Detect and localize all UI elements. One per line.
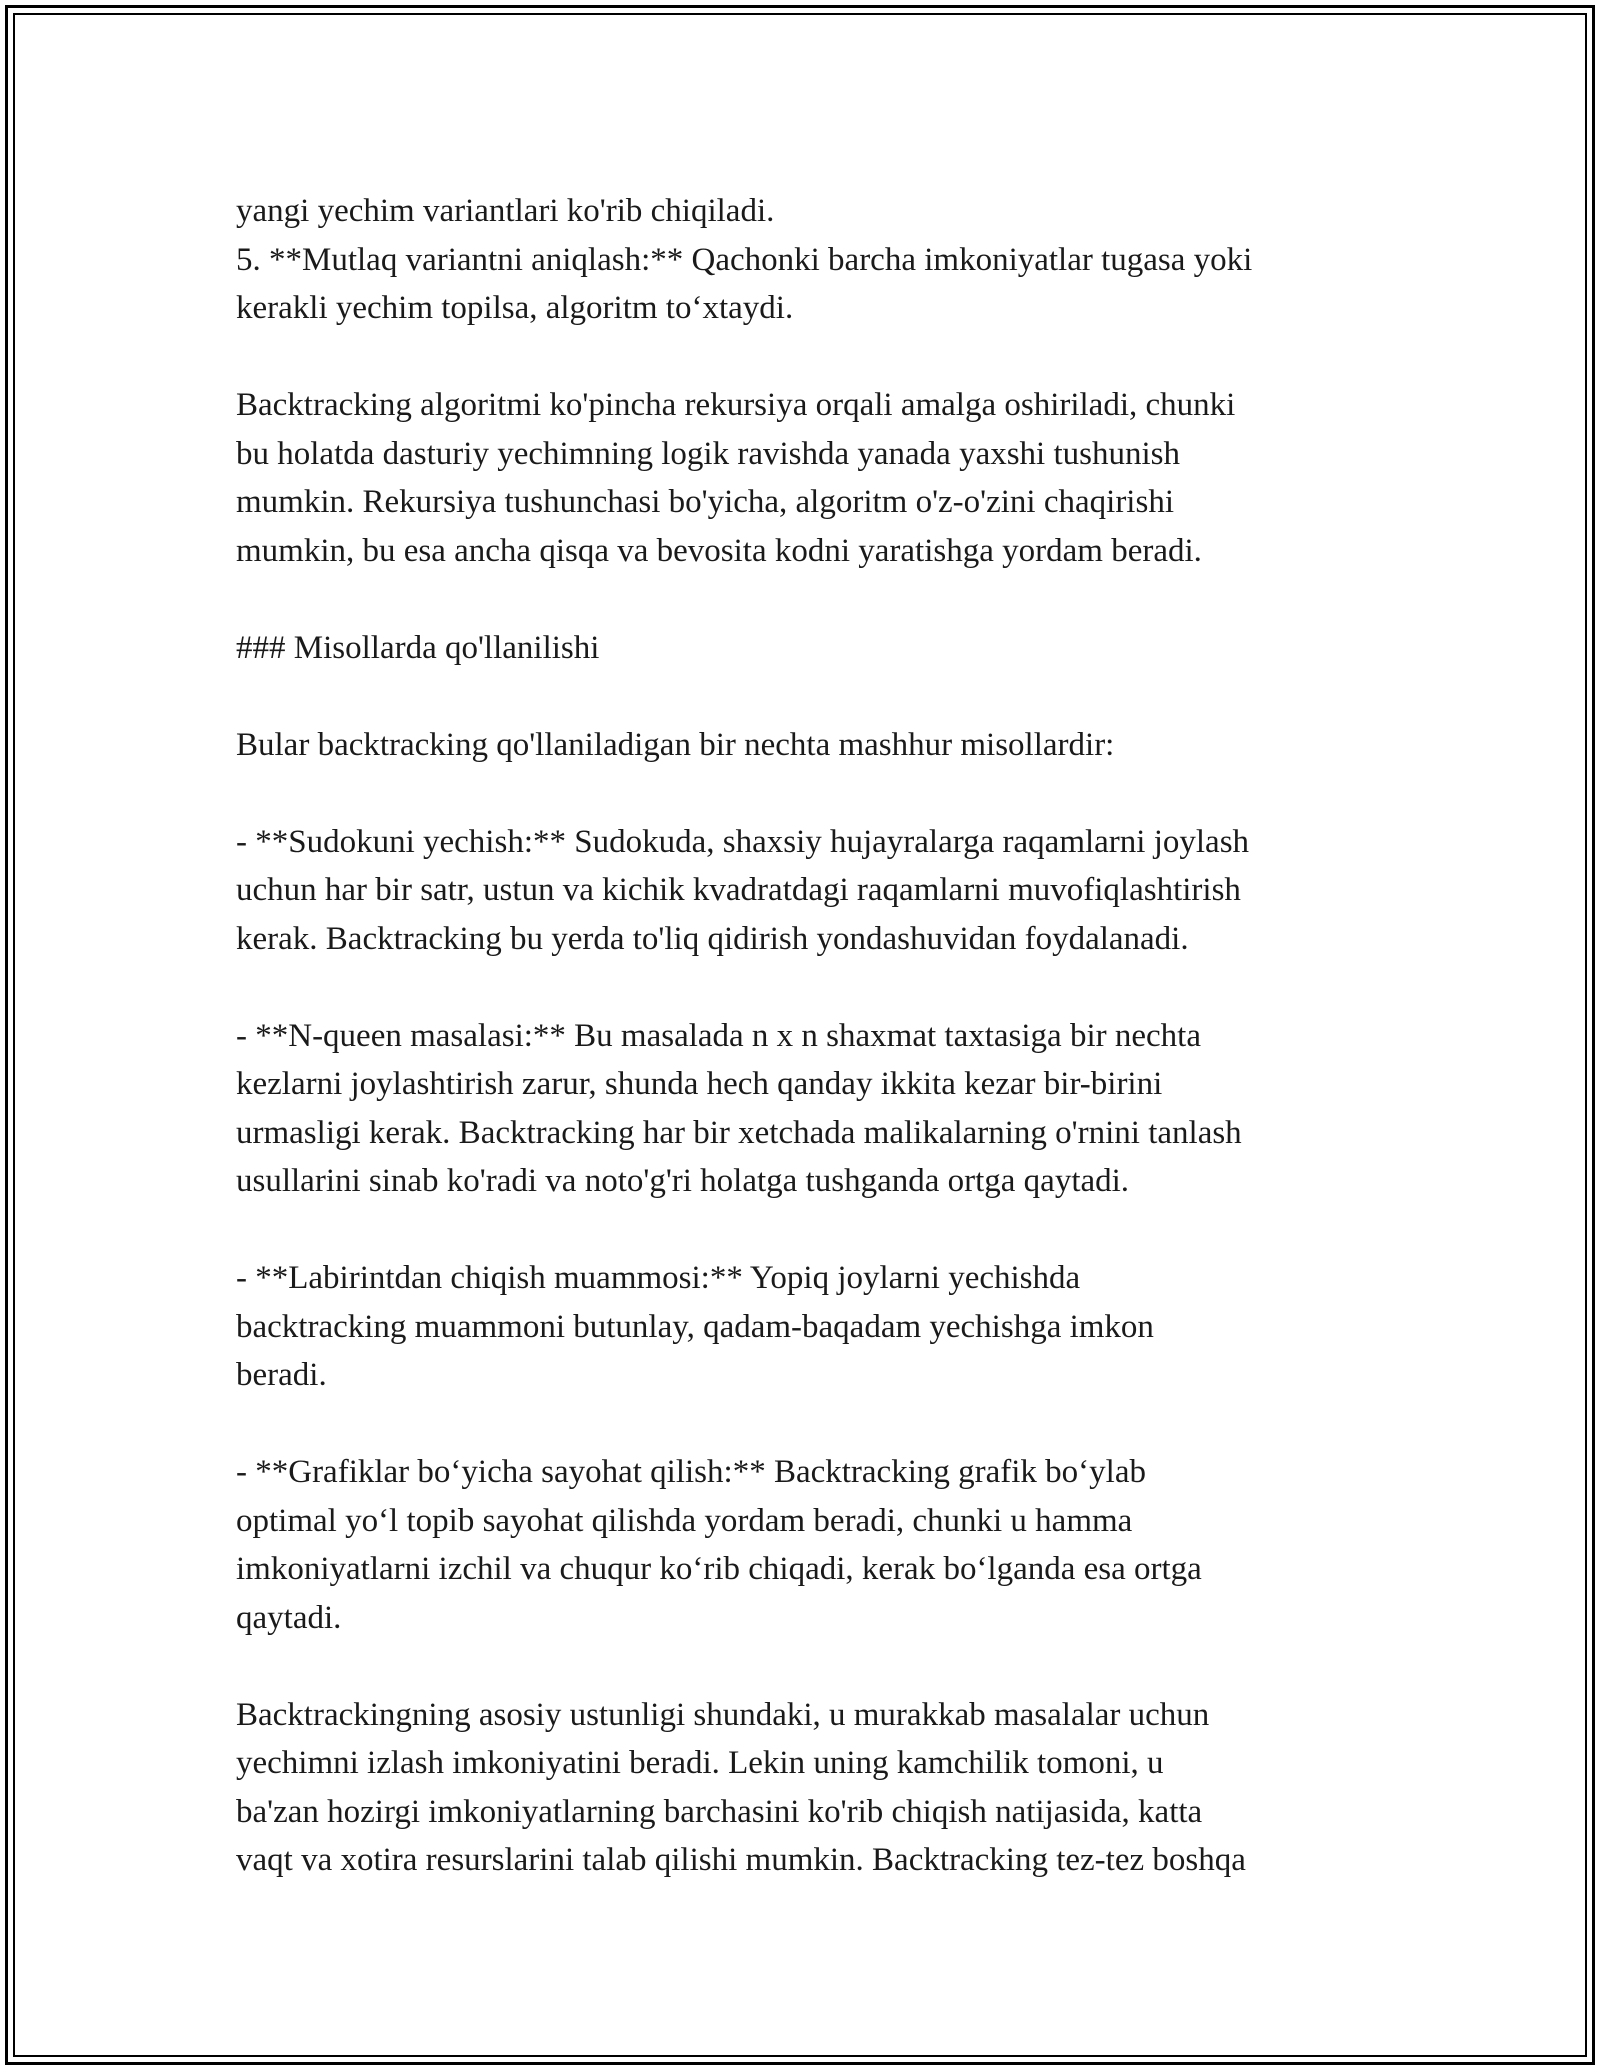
paragraph-conclusion bbox=[236, 1691, 1376, 1885]
text-line: bu holatda dasturiy yechimning logik ravishda yanada yaxshi tushunish bbox=[236, 435, 1180, 472]
text-line: - **Labirintdan chiqish muammosi:** Yopiq joylarni yechishda bbox=[236, 1260, 1081, 1296]
text-line: yangi yechim variantlari ko'rib chiqiladi. bbox=[236, 193, 775, 229]
heading-text: ### Misollarda qo'llanilishi bbox=[236, 629, 600, 666]
text-line: mumkin. Rekursiya tushunchasi bo'yicha, algoritm o'z-o'zini chaqirishi bbox=[236, 484, 1174, 520]
section-heading bbox=[236, 624, 1376, 673]
text-line: 5. **Mutlaq variantni aniqlash:** Qachonki barcha imkoniyatlar tugasa yoki bbox=[236, 241, 1253, 278]
text-line: usullarini sinab ko'radi va noto'g'ri holatga tushganda ortga qaytadi. bbox=[236, 1163, 1130, 1199]
text-line: - **N-queen masalasi:** Bu masalada n x n shaxmat taxtasiga bir nechta bbox=[236, 1017, 1201, 1054]
text-line: backtracking muammoni butunlay, qadam-baqadam yechishga imkon bbox=[236, 1308, 1154, 1345]
text-line: kerakli yechim topilsa, algoritm to‘xtaydi. bbox=[236, 290, 794, 326]
text-line: Backtrackingning asosiy ustunligi shundaki, u murakkab masalalar uchun bbox=[236, 1696, 1210, 1733]
list-item-sudoku bbox=[236, 818, 1376, 964]
text-line: urmasligi kerak. Backtracking har bir xetchada malikalarning o'rnini tanlash bbox=[236, 1114, 1242, 1151]
document-body bbox=[236, 187, 1376, 1933]
text-line: optimal yo‘l topib sayohat qilishda yordam beradi, chunki u hamma bbox=[236, 1502, 1133, 1539]
paragraph-recursion bbox=[236, 381, 1376, 575]
text-line: Backtracking algoritmi ko'pincha rekursiya orqali amalga oshiriladi, chunki bbox=[236, 387, 1236, 423]
text-line: mumkin, bu esa ancha qisqa va bevosita kodni yaratishga yordam beradi. bbox=[236, 532, 1202, 569]
list-item-n-queen bbox=[236, 1012, 1376, 1206]
list-item-graphs bbox=[236, 1448, 1376, 1642]
text-line: - **Grafiklar bo‘yicha sayohat qilish:** Backtracking grafik bo‘ylab bbox=[236, 1454, 1146, 1490]
text-line: beradi. bbox=[236, 1357, 327, 1393]
list-item-labyrinth bbox=[236, 1254, 1376, 1400]
text-line: yechimni izlash imkoniyatini beradi. Lekin uning kamchilik tomoni, u bbox=[236, 1745, 1164, 1781]
text-line: kezlarni joylashtirish zarur, shunda hech qanday ikkita kezar bir-birini bbox=[236, 1066, 1163, 1102]
text-line: qaytadi. bbox=[236, 1599, 342, 1636]
text-line: Bular backtracking qo'llaniladigan bir nechta mashhur misollardir: bbox=[236, 726, 1115, 763]
text-line: vaqt va xotira resurslarini talab qilishi mumkin. Backtracking tez-tez boshqa bbox=[236, 1842, 1246, 1878]
text-line: kerak. Backtracking bu yerda to'liq qidirish yondashuvidan foydalanadi. bbox=[236, 920, 1189, 957]
paragraph-intro-examples bbox=[236, 721, 1376, 770]
text-line: ba'zan hozirgi imkoniyatlarning barchasini ko'rib chiqish natijasida, katta bbox=[236, 1793, 1203, 1830]
paragraph-step-5 bbox=[236, 187, 1376, 333]
text-line: - **Sudokuni yechish:** Sudokuda, shaxsiy hujayralarga raqamlarni joylash bbox=[236, 823, 1250, 860]
text-line: imkoniyatlarni izchil va chuqur ko‘rib chiqadi, kerak bo‘lganda esa ortga bbox=[236, 1551, 1202, 1587]
text-line: uchun har bir satr, ustun va kichik kvadratdagi raqamlarni muvofiqlashtirish bbox=[236, 872, 1241, 908]
